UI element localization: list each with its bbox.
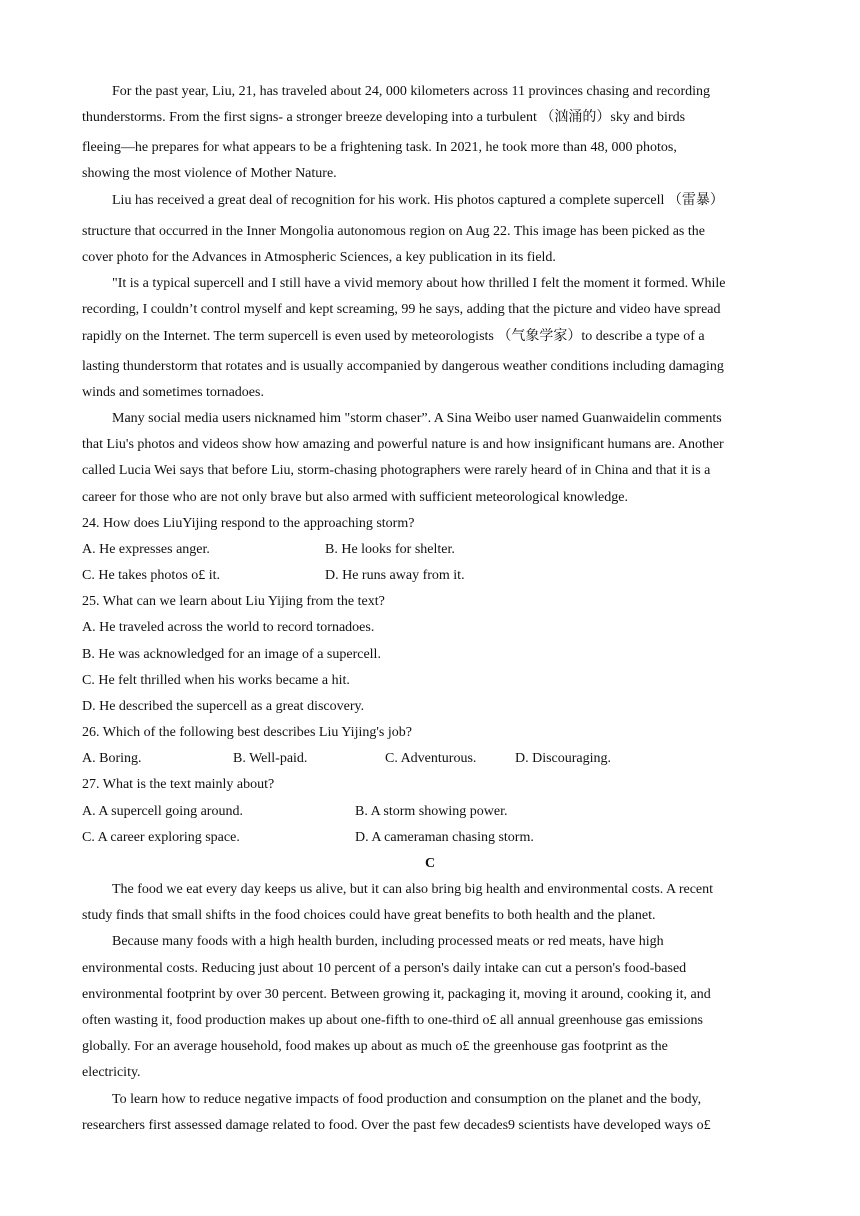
question-27-stem: 27. What is the text mainly about? [82, 777, 275, 792]
passage-c-line: often wasting it, food production makes up about one-fifth to one-third o£ all annual greenhouse gas emissions [82, 1013, 703, 1028]
passage-b-line: lasting thunderstorm that rotates and is usually accompanied by dangerous weather conditions including damaging [82, 359, 724, 374]
passage-b-line: called Lucia Wei says that before Liu, storm-chasing photographers were rarely heard of in China and that it is a [82, 463, 711, 478]
question-27-option-b[interactable]: B. A storm showing power. [355, 804, 508, 819]
passage-b-line: "It is a typical supercell and I still have a vivid memory about how thrilled I felt the moment it formed. While [112, 276, 726, 291]
question-26-option-d[interactable]: D. Discouraging. [515, 751, 612, 766]
passage-b-line: fleeing—he prepares for what appears to be a frightening task. In 2021, he took more than 48, 000 photos, [82, 140, 677, 155]
passage-b-line: winds and sometimes tornadoes. [82, 385, 264, 400]
question-26-stem: 26. Which of the following best describes Liu Yijing's job? [82, 725, 412, 740]
passage-c-line: environmental footprint by over 30 percent. Between growing it, packaging it, moving it around, cooking it, and [82, 987, 711, 1002]
passage-b-line: recording, I couldn’t control myself and kept screaming, 99 he says, adding that the picture and video have spread [82, 302, 721, 317]
question-24-option-a[interactable]: A. He expresses anger. [82, 542, 210, 557]
question-24-option-b[interactable]: B. He looks for shelter. [325, 542, 455, 557]
question-27-option-a[interactable]: A. A supercell going around. [82, 804, 243, 819]
passage-b-line: Many social media users nicknamed him "storm chaser”. A Sina Weibo user named Guanwaidelin comments [112, 411, 722, 426]
passage-b-line: rapidly on the Internet. The term supercell is even used by meteorologists （气象学家）to describe a type of a [82, 329, 705, 344]
passage-c-line: globally. For an average household, food makes up about as much o£ the greenhouse gas footprint as the [82, 1039, 668, 1054]
passage-b-line: structure that occurred in the Inner Mongolia autonomous region on Aug 22. This image has been picked as the [82, 224, 705, 239]
question-24-stem: 24. How does LiuYijing respond to the approaching storm? [82, 516, 415, 531]
passage-c-line: Because many foods with a high health burden, including processed meats or red meats, have high [112, 934, 664, 949]
passage-c-line: environmental costs. Reducing just about 10 percent of a person's daily intake can cut a person's food-based [82, 961, 687, 976]
question-25-option-c[interactable]: C. He felt thrilled when his works became a hit. [82, 673, 350, 688]
question-25-option-a[interactable]: A. He traveled across the world to record tornadoes. [82, 620, 375, 635]
passage-b-line: showing the most violence of Mother Nature. [82, 166, 337, 181]
question-25-option-d[interactable]: D. He described the supercell as a great discovery. [82, 699, 365, 714]
passage-b-line: thunderstorms. From the first signs- a stronger breeze developing into a turbulent （汹涌的）sky and birds [82, 110, 686, 125]
section-c-heading: C [424, 856, 436, 871]
question-25-option-b[interactable]: B. He was acknowledged for an image of a supercell. [82, 647, 381, 662]
question-24-option-c[interactable]: C. He takes photos o£ it. [82, 568, 221, 583]
passage-c-line: electricity. [82, 1065, 141, 1080]
question-26-option-b[interactable]: B. Well-paid. [233, 751, 308, 766]
passage-c-line: To learn how to reduce negative impacts of food production and consumption on the planet and the body, [112, 1092, 702, 1107]
question-26-option-c[interactable]: C. Adventurous. [385, 751, 477, 766]
passage-c-line: study finds that small shifts in the food choices could have great benefits to both health and the planet. [82, 908, 656, 923]
question-24-option-d[interactable]: D. He runs away from it. [325, 568, 465, 583]
passage-b-line: For the past year, Liu, 21, has traveled about 24, 000 kilometers across 11 provinces chasing and recording [112, 84, 711, 99]
question-26-option-a[interactable]: A. Boring. [82, 751, 142, 766]
passage-b-line: Liu has received a great deal of recognition for his work. His photos captured a complete supercell （雷暴） [112, 193, 724, 208]
question-27-option-d[interactable]: D. A cameraman chasing storm. [355, 830, 534, 845]
passage-b-line: that Liu's photos and videos show how amazing and powerful nature is and how insignificant humans are. Another [82, 437, 724, 452]
question-27-option-c[interactable]: C. A career exploring space. [82, 830, 240, 845]
passage-b-line: career for those who are not only brave but also armed with sufficient meteorological knowledge. [82, 490, 628, 505]
passage-c-line: The food we eat every day keeps us alive, but it can also bring big health and environmental costs. A recent [112, 882, 714, 897]
passage-c-line: researchers first assessed damage related to food. Over the past few decades9 scientists have developed ways o£ [82, 1118, 711, 1133]
passage-b-line: cover photo for the Advances in Atmospheric Sciences, a key publication in its field. [82, 250, 556, 265]
question-25-stem: 25. What can we learn about Liu Yijing from the text? [82, 594, 385, 609]
